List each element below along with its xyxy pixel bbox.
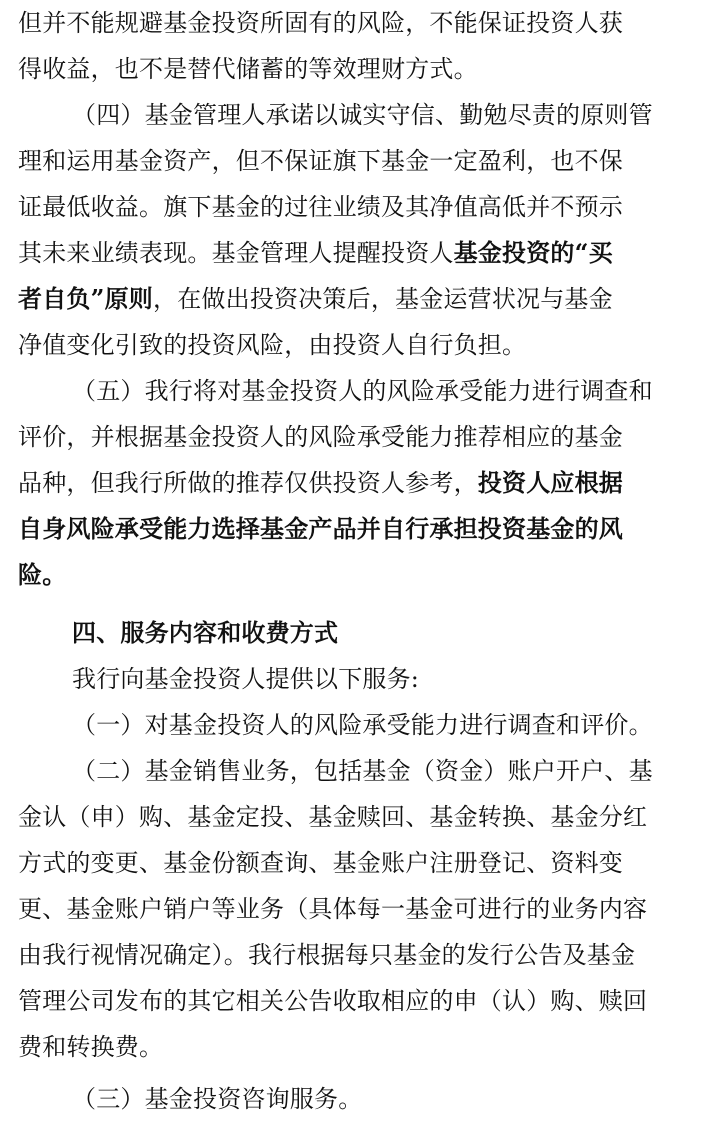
text-line: 证最低收益。旗下基金的过往业绩及其净值高低并不预示 — [18, 193, 623, 221]
text-span: ，在做出投资决策后，基金运营状况与基金 — [153, 285, 613, 313]
text-line: 净值变化引致的投资风险，由投资人自行负担。 — [18, 331, 527, 359]
text-line: 险。 — [18, 560, 67, 589]
text-line: （三）基金投资咨询服务。 — [72, 1085, 363, 1113]
bold-text-span: 投资人应根据 — [477, 468, 624, 497]
text-line: （二）基金销售业务，包括基金（资金）账户开户、基 — [72, 757, 653, 785]
text-line: 方式的变更、基金份额查询、基金账户注册登记、资料变 — [18, 849, 623, 877]
text-line: 费和转换费。 — [18, 1033, 164, 1061]
text-line: 得收益，也不是替代储蓄的等效理财方式。 — [18, 55, 478, 83]
text-line: 自身风险承受能力选择基金产品并自行承担投资基金的风 — [18, 514, 623, 543]
bold-text-span: 者自负”原则 — [18, 284, 154, 313]
text-line: 评价，并根据基金投资人的风险承受能力推荐相应的基金 — [18, 423, 623, 451]
text-span: 其未来业绩表现。基金管理人提醒投资人 — [18, 239, 454, 267]
text-line: 管理公司发布的其它相关公告收取相应的申（认）购、赎回 — [18, 987, 648, 1015]
text-line — [18, 230, 718, 276]
text-line: 金认（申）购、基金定投、基金赎回、基金转换、基金分红 — [18, 803, 648, 831]
text-line: 更、基金账户销户等业务（具体每一基金可进行的业务内容 — [18, 895, 648, 923]
section-heading: 四、服务内容和收费方式 — [72, 619, 339, 647]
text-span: 品种，但我行所做的推荐仅供投资人参考， — [18, 469, 478, 497]
bold-text-span: 基金投资的“买 — [453, 238, 613, 267]
text-line: 由我行视情况确定）。我行根据每只基金的发行公告及基金 — [18, 941, 636, 969]
text-line: （四）基金管理人承诺以诚实守信、勤勉尽责的原则管 — [72, 101, 653, 129]
text-line: （五）我行将对基金投资人的风险承受能力进行调查和 — [72, 377, 653, 405]
text-line — [18, 276, 718, 322]
text-line: 我行向基金投资人提供以下服务: — [72, 665, 420, 693]
text-line: （一）对基金投资人的风险承受能力进行调查和评价。 — [72, 711, 653, 739]
text-line — [18, 460, 718, 506]
text-line: 但并不能规避基金投资所固有的风险，不能保证投资人获 — [18, 9, 623, 37]
text-line: 理和运用基金资产，但不保证旗下基金一定盈利，也不保 — [18, 147, 623, 175]
